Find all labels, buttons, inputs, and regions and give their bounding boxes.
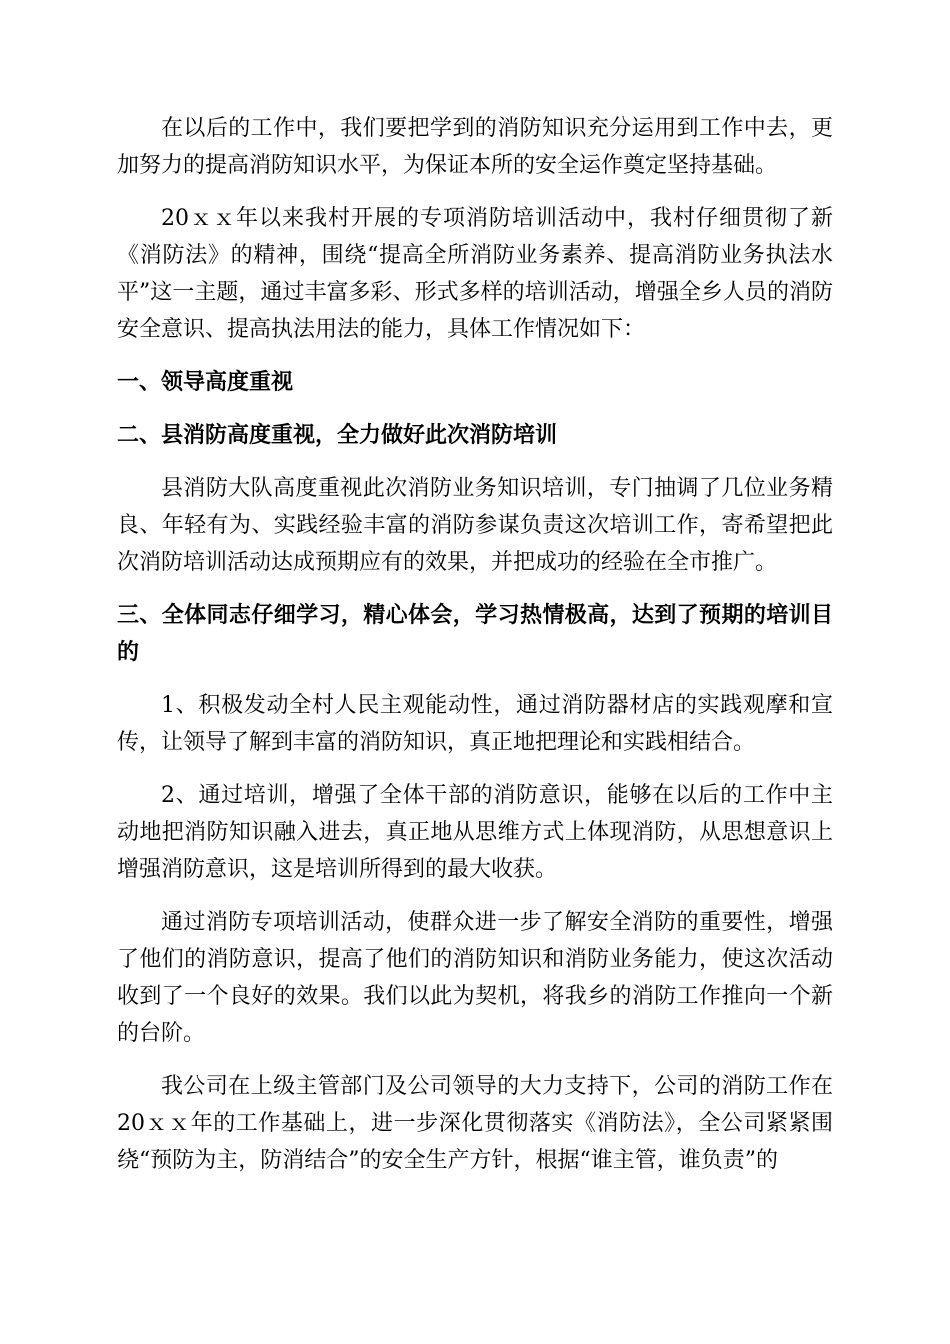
paragraph-item-2: 2、通过培训，增强了全体干部的消防意识，能够在以后的工作中主动地把消防知识融入进去，真正地从思维方式上体现消防，从思想意识上增强消防意识，这是培训所得到的最大收获。 bbox=[117, 783, 833, 882]
heading-section-2: 二、县消防高度重视，全力做好此次消防培训 bbox=[117, 423, 558, 448]
heading-section-1: 一、领导高度重视 bbox=[117, 370, 294, 395]
paragraph-training-intro: 20ｘｘ年以来我村开展的专项消防培训活动中，我村仔细贯彻了新《消防法》的精神，围绕“提高全所消防业务素养、提高消防业务执法水平”这一主题，通过丰富多彩、形式多样的培训活动，增强全乡人员的消防安全意识、提高执法用法的能力，具体工作情况如下： bbox=[117, 206, 833, 342]
document-page bbox=[117, 110, 833, 1195]
paragraph-training-result: 通过消防专项培训活动，使群众进一步了解安全消防的重要性，增强了他们的消防意识，提高了他们的消防知识和消防业务能力，使这次活动收到了一个良好的效果。我们以此为契机，将我乡的消防工作推向一个新的台阶。 bbox=[117, 910, 833, 1046]
paragraph-company-work: 我公司在上级主管部门及公司领导的大力支持下，公司的消防工作在20ｘｘ年的工作基础上，进一步深化贯彻落实《消防法》，全公司紧紧围绕“预防为主，防消结合”的安全生产方针，根据“谁主管，谁负责”的 bbox=[117, 1074, 833, 1173]
paragraph-apply-knowledge: 在以后的工作中，我们要把学到的消防知识充分运用到工作中去，更加努力的提高消防知识水平，为保证本所的安全运作奠定坚持基础。 bbox=[117, 116, 833, 178]
paragraph-item-1: 1、积极发动全村人民主观能动性，通过消防器材店的实践观摩和宣传，让领导了解到丰富的消防知识，真正地把理论和实践相结合。 bbox=[117, 693, 833, 755]
heading-section-3: 三、全体同志仔细学习，精心体会，学习热情极高，达到了预期的培训目的 bbox=[117, 603, 833, 665]
paragraph-county-brigade: 县消防大队高度重视此次消防业务知识培训，专门抽调了几位业务精良、年轻有为、实践经验丰富的消防参谋负责这次培训工作，寄希望把此次消防培训活动达成预期应有的效果，并把成功的经验在全市推广。 bbox=[117, 476, 833, 575]
